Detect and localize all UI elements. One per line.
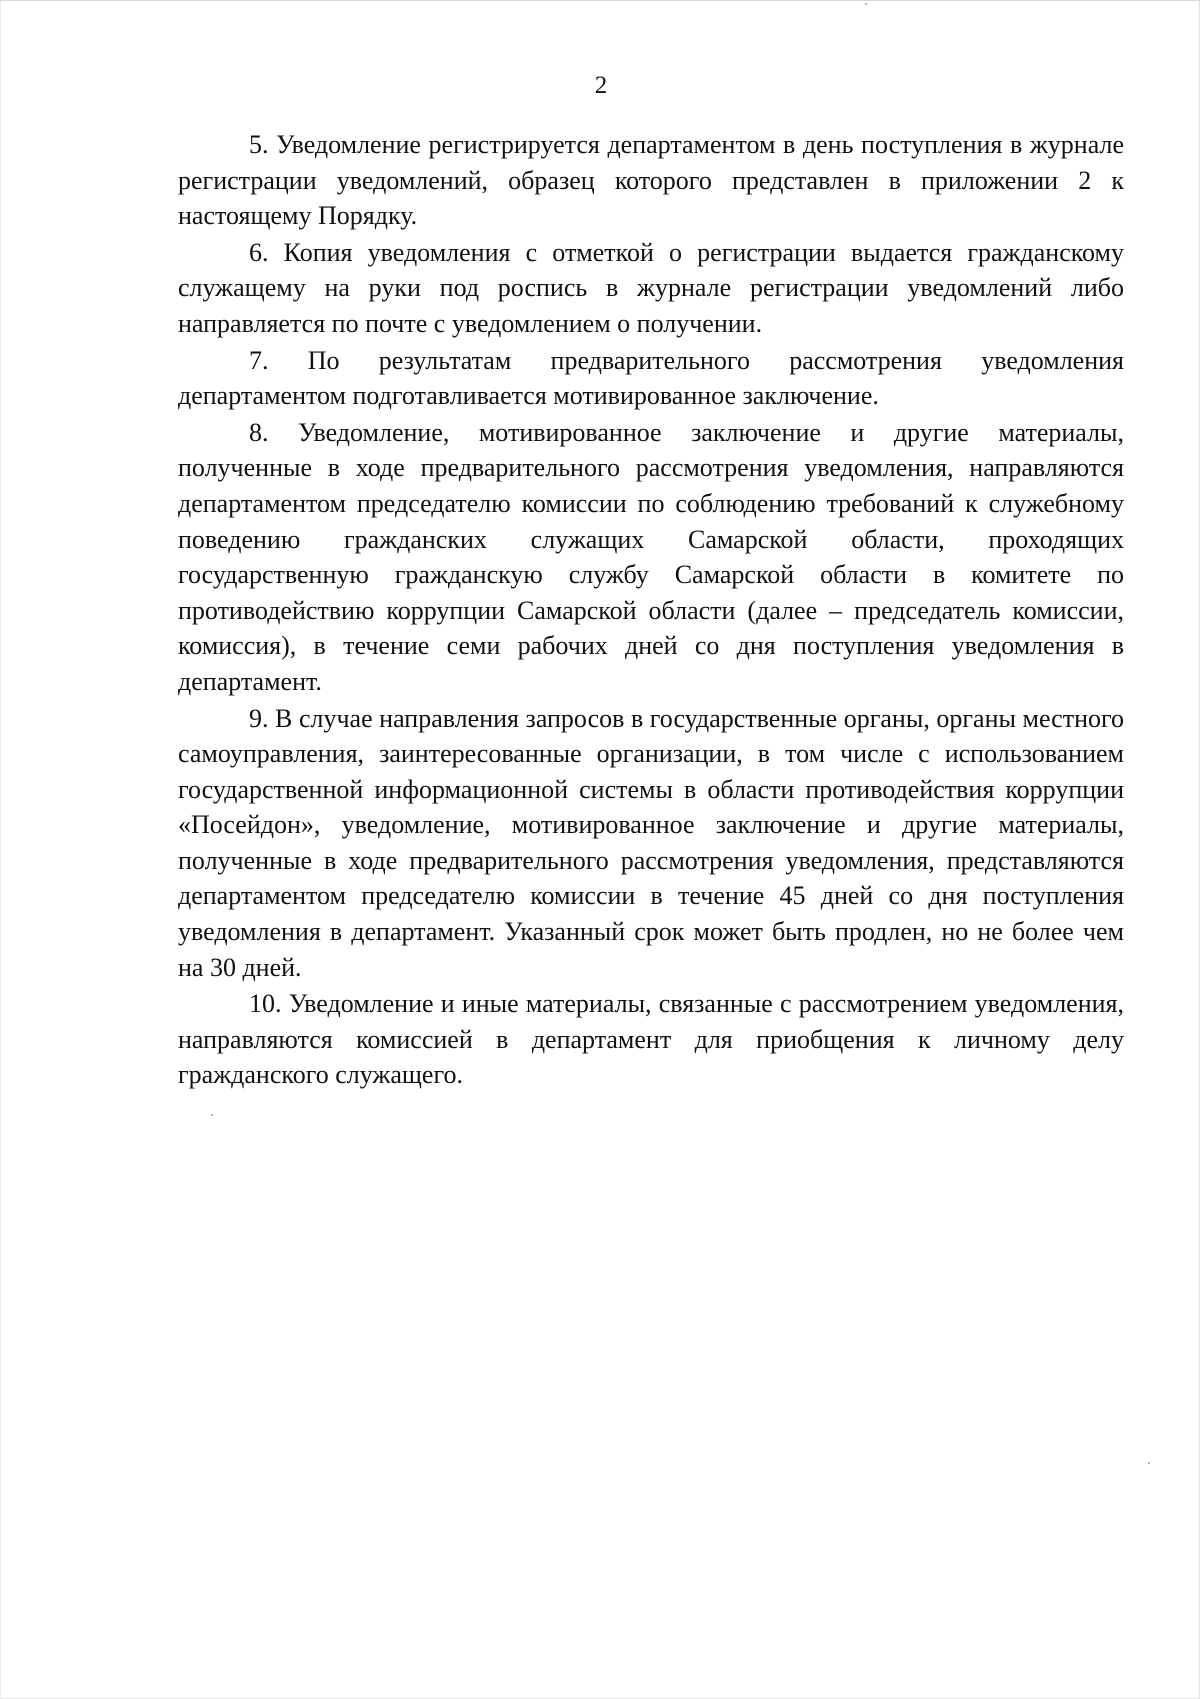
paragraph-9: 9. В случае направления запросов в государственные органы, органы местного самоуправления, заинтересованные организации, в том числе с использованием государственной информационной системы в области противодействия коррупции «Посейдон», уведомление, мотивированное заключение и другие материалы, полученные в ходе предварительного рассмотрения уведомления, представляются департаментом председателю комиссии в течение 45 дней со дня поступления уведомления в департамент. Указанный срок может быть продлен, но не более чем на 30 дней.: [178, 703, 1124, 982]
paragraph-8: 8. Уведомление, мотивированное заключение и другие материалы, полученные в ходе предварительного рассмотрения уведомления, направляются департаментом председателю комиссии по соблюдению требований к служебному поведению гражданских служащих Самарской области, проходящих государственную гражданскую службу Самарской области в комитете по противодействию коррупции Самарской области (далее – председатель комиссии, комиссия), в течение семи рабочих дней со дня поступления уведомления в департамент.: [178, 417, 1124, 696]
document-body: [178, 127, 1124, 1094]
paragraph-5: 5. Уведомление регистрируется департаментом в день поступления в журнале регистрации уведомлений, образец которого представлен в приложении 2 к настоящему Порядку.: [178, 130, 1124, 231]
scan-speck: [211, 1114, 213, 1116]
scan-speck: [865, 3, 867, 5]
paragraph-10: 10. Уведомление и иные материалы, связанные с рассмотрением уведомления, направляются комиссией в департамент для приобщения к личному делу гражданского служащего.: [178, 989, 1124, 1090]
paragraph-6: 6. Копия уведомления с отметкой о регистрации выдается гражданскому служащему на руки под роспись в журнале регистрации уведомлений либо направляется по почте с уведомлением о получении.: [178, 237, 1124, 338]
scan-speck: [1148, 1462, 1150, 1464]
paragraph-7: 7. По результатам предварительного рассмотрения уведомления департаментом подготавливается мотивированное заключение.: [178, 345, 1124, 411]
page-number: 2: [594, 72, 608, 99]
